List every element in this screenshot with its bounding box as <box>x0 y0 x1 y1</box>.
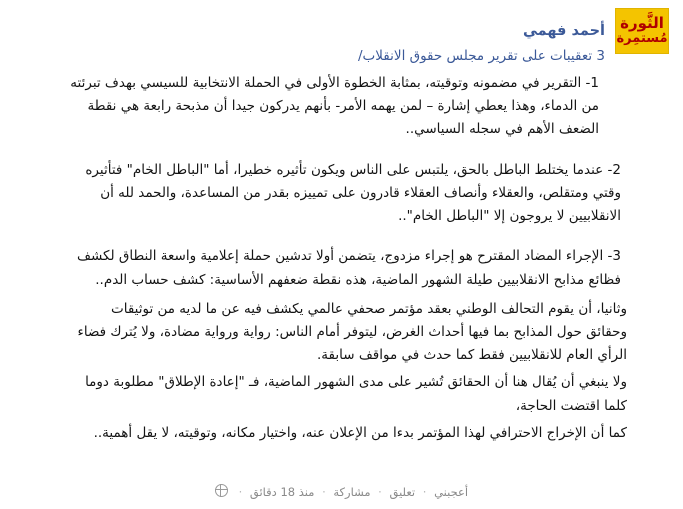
comment-button[interactable]: تعليق <box>389 485 416 499</box>
brand-logo-line-1: الثَّورة <box>620 14 664 33</box>
share-button[interactable]: مشاركة <box>333 485 371 499</box>
action-separator: · <box>378 485 382 499</box>
post-paragraph: 3- الإجراء المضاد المقترح هو إجراء مزدوج، يتضمن أولا تدشين حملة إعلامية واسعة النطاق لكشف فظائع مذابح الانقلابيين طيلة الشهور الماضية، هذه نقطة ضعفهم الأساسية: كشف حساب الدم.. <box>76 248 621 288</box>
like-button[interactable]: أعجبني <box>434 485 469 499</box>
post-paragraph: كما أن الإخراج الاحترافي لهذا المؤتمر بدءا من الإعلان عنه، واختيار مكانه، وتوقيته، لا يقل أهمية.. <box>93 424 627 441</box>
post-timestamp[interactable]: منذ 18 دقائق <box>249 485 315 499</box>
action-separator: · <box>238 485 243 499</box>
brand-logo <box>615 8 669 54</box>
post-paragraph: ولا ينبغي أن يُقال هنا أن الحقائق تُشير على مدى الشهور الماضية، فـ "إعادة الإطلاق" مطلوبة دوما كلما اقتضت الحاجة، <box>85 374 627 414</box>
globe-icon[interactable] <box>215 484 228 497</box>
action-separator: · <box>322 485 326 499</box>
post-paragraph: وثانيا، أن يقوم التحالف الوطني بعقد مؤتمر صحفي عالمي يكشف فيه عن ما لديه من توثيقات وحقائق حول المذابح بما فيها أحداث الغرض، ليتوفر أمام الناس: رواية ورواية مضادة، ولا يُترك فضاء الرأي العام للانقلابيين فقط كما حدث في مواقف سابقة. <box>77 300 627 364</box>
post-body <box>67 72 627 449</box>
post-paragraph: 1- التقرير في مضمونه وتوقيته، بمثابة الخطوة الأولى في الحملة الانتخابية للسيسي بهدف تبرئته من الدماء، وهذا يعطي إشارة – لمن يهمه الأمر- بأنهم يدركون جيدا أن مذبحة رابعة هي نقطة الضعف الأهم في سجله السياسي.. <box>70 75 599 138</box>
post-paragraph: 2- عندما يختلط الباطل بالحق، يلتبس على الناس ويكون تأثيره خطيرا، أما "الباطل الخام" فتأثيره وقتي ومتقلص، والعقلاء وأنصاف العقلاء قادرون على تمييزه بقدر من المساعدة، والحمد لله أن الانقلابيين لا يروجون إلا "الباطل الخام".. <box>85 161 621 225</box>
post-actions-bar <box>0 484 683 499</box>
brand-logo-line-2: مُستمِرة <box>616 31 668 47</box>
post-author[interactable]: أحمد فهمي <box>522 23 605 39</box>
action-separator: · <box>422 485 427 499</box>
post-subject: 3 تعقيبات على تقرير مجلس حقوق الانقلاب/ <box>357 47 605 64</box>
post-header <box>85 22 605 66</box>
